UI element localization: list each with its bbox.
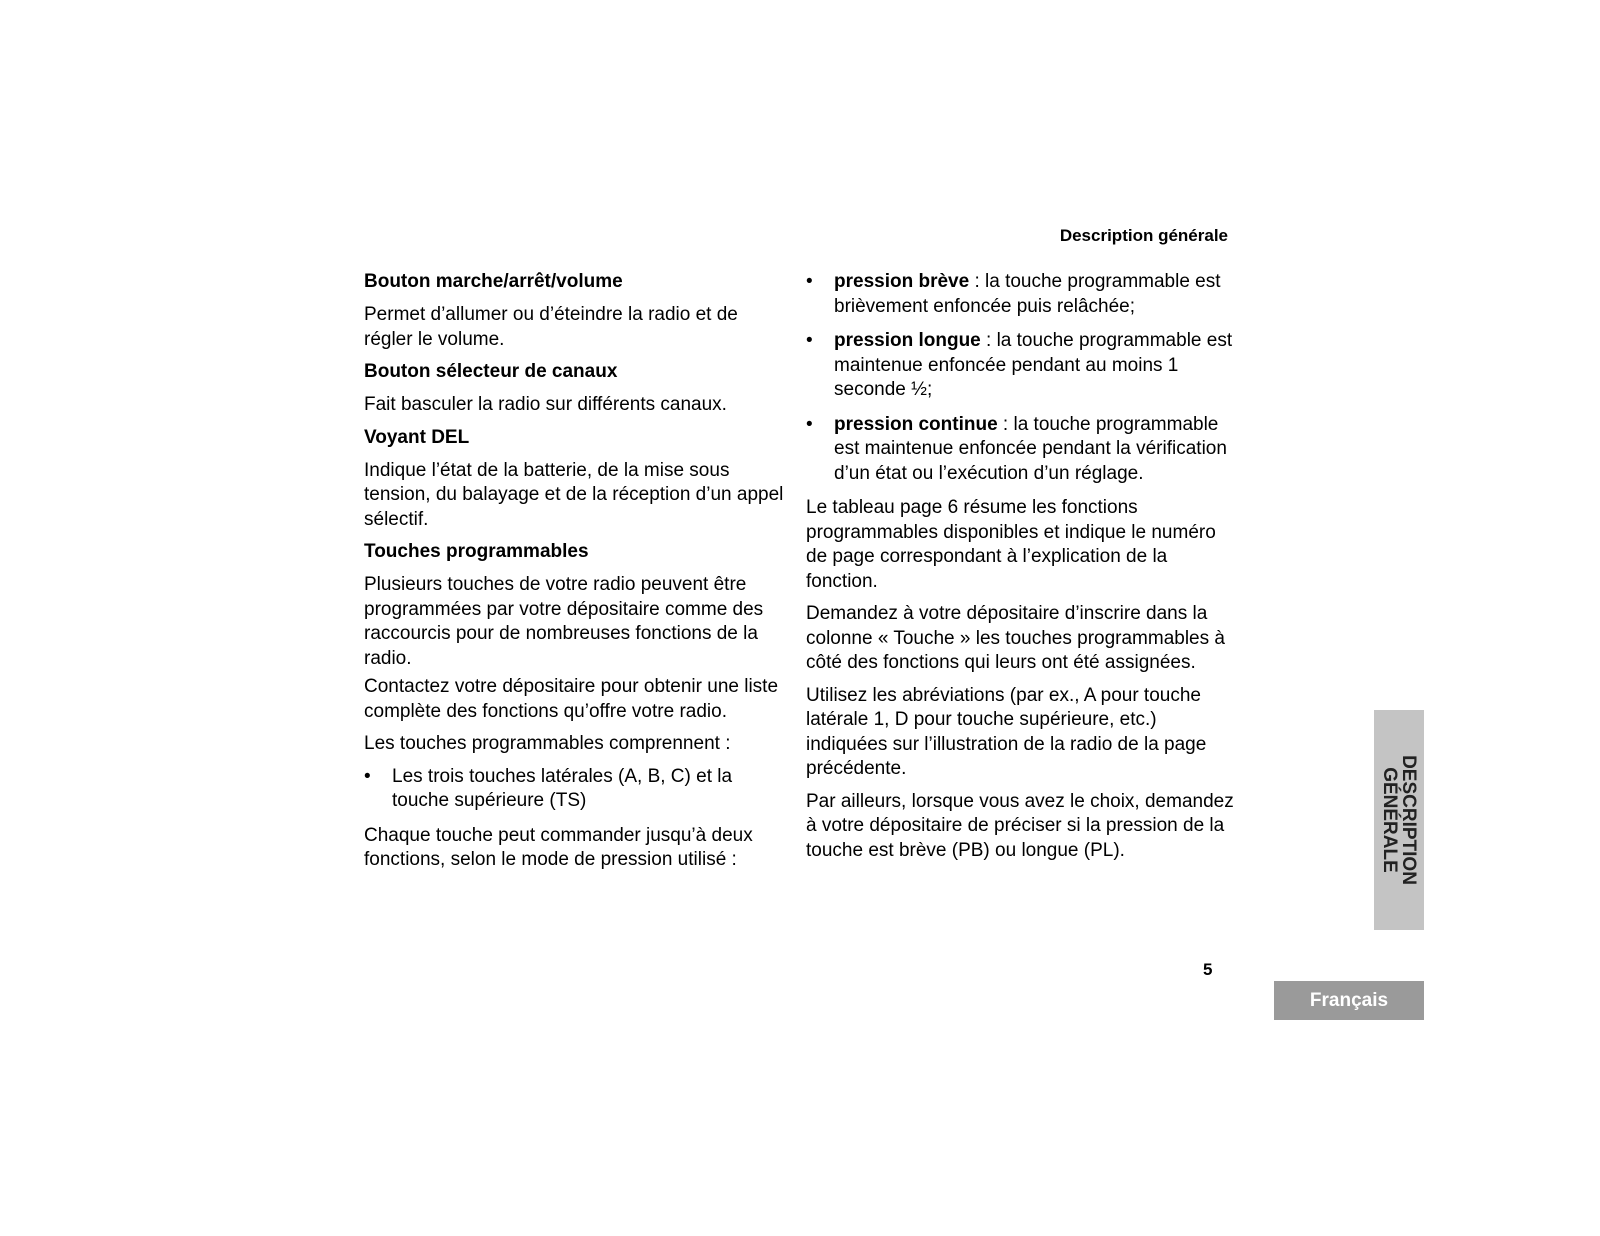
- bullet-icon: •: [806, 271, 813, 292]
- section-heading-channel-selector: Bouton sélecteur de canaux: [364, 361, 618, 382]
- list-item-short-press: [806, 270, 1238, 319]
- right-column: [806, 270, 1238, 871]
- paragraph-programmable-intro: Plusieurs touches de votre radio peuvent être programmées par votre dépositaire comme des raccourcis pour de nombreuses fonctions de la radio.: [364, 574, 764, 669]
- paragraph-press-modes: Chaque touche peut commander jusqu’à deux fonctions, selon le mode de pression utilisé :: [364, 824, 753, 870]
- paragraph-key-column: Demandez à votre dépositaire d’inscrire dans la colonne « Touche » les touches programmables à côté des fonctions qui leurs ont été assignées.: [806, 603, 1225, 673]
- list-item-text: Les trois touches latérales (A, B, C) et la touche supérieure (TS): [392, 765, 733, 811]
- section-heading-led: Voyant DEL: [364, 426, 470, 448]
- list-item: [364, 765, 784, 814]
- section-heading-power-volume: Bouton marche/arrêt/volume: [364, 271, 623, 292]
- paragraph-abbreviations: Utilisez les abréviations (par ex., A pour touche latérale 1, D pour touche supérieure, etc.) indiquées sur l’illustration de la radio de la page précédente.: [806, 684, 1207, 779]
- list-item-continuous-press: [806, 413, 1238, 487]
- press-modes-list: [806, 270, 1238, 486]
- bullet-icon: •: [806, 413, 813, 435]
- page-number: 5: [1203, 960, 1213, 979]
- paragraph-press-type: Par ailleurs, lorsque vous avez le choix, demandez à votre dépositaire de préciser si la pression de la touche est brève (PB) ou longue (PL).: [806, 790, 1234, 861]
- definition-short-press: : la touche programmable est brièvement enfoncée puis relâchée;: [834, 271, 1221, 317]
- section-text-power-volume: Permet d’allumer ou d’éteindre la radio et de régler le volume.: [364, 304, 738, 350]
- paragraph-buttons-include: Les touches programmables comprennent :: [364, 733, 731, 754]
- left-column: [364, 270, 784, 881]
- side-tab-label: DESCRIPTION GÉNÉRALE: [1379, 755, 1419, 885]
- language-label: Français: [1309, 989, 1389, 1011]
- section-side-tab: [1374, 710, 1424, 930]
- buttons-list: [364, 765, 784, 814]
- term-long-press: pression longue: [834, 330, 981, 351]
- bullet-icon: •: [806, 330, 813, 351]
- language-tab: [1274, 981, 1424, 1020]
- bullet-icon: •: [364, 765, 371, 787]
- paragraph-contact-dealer: Contactez votre dépositaire pour obtenir une liste complète des fonctions qu’offre votre radio.: [364, 676, 779, 722]
- term-continuous-press: pression continue: [834, 413, 998, 435]
- paragraph-table-reference: Le tableau page 6 résume les fonctions programmables disponibles et indique le numéro de page correspondant à l’explication de la fonction.: [806, 497, 1216, 592]
- definition-continuous-press: : la touche programmable est maintenue enfoncée pendant la vérification d’un état ou l’exécution d’un réglage.: [834, 413, 1227, 484]
- section-heading-programmable-buttons: Touches programmables: [364, 541, 589, 562]
- section-text-led: Indique l’état de la batterie, de la mise sous tension, du balayage et de la réception d’un appel sélectif.: [364, 459, 784, 530]
- term-short-press: pression brève: [834, 271, 970, 292]
- list-item-long-press: [806, 329, 1238, 403]
- running-header: Description générale: [1059, 226, 1228, 245]
- section-text-channel-selector: Fait basculer la radio sur différents canaux.: [364, 394, 727, 415]
- definition-long-press: : la touche programmable est maintenue enfoncée pendant au moins 1 seconde ½;: [834, 330, 1233, 400]
